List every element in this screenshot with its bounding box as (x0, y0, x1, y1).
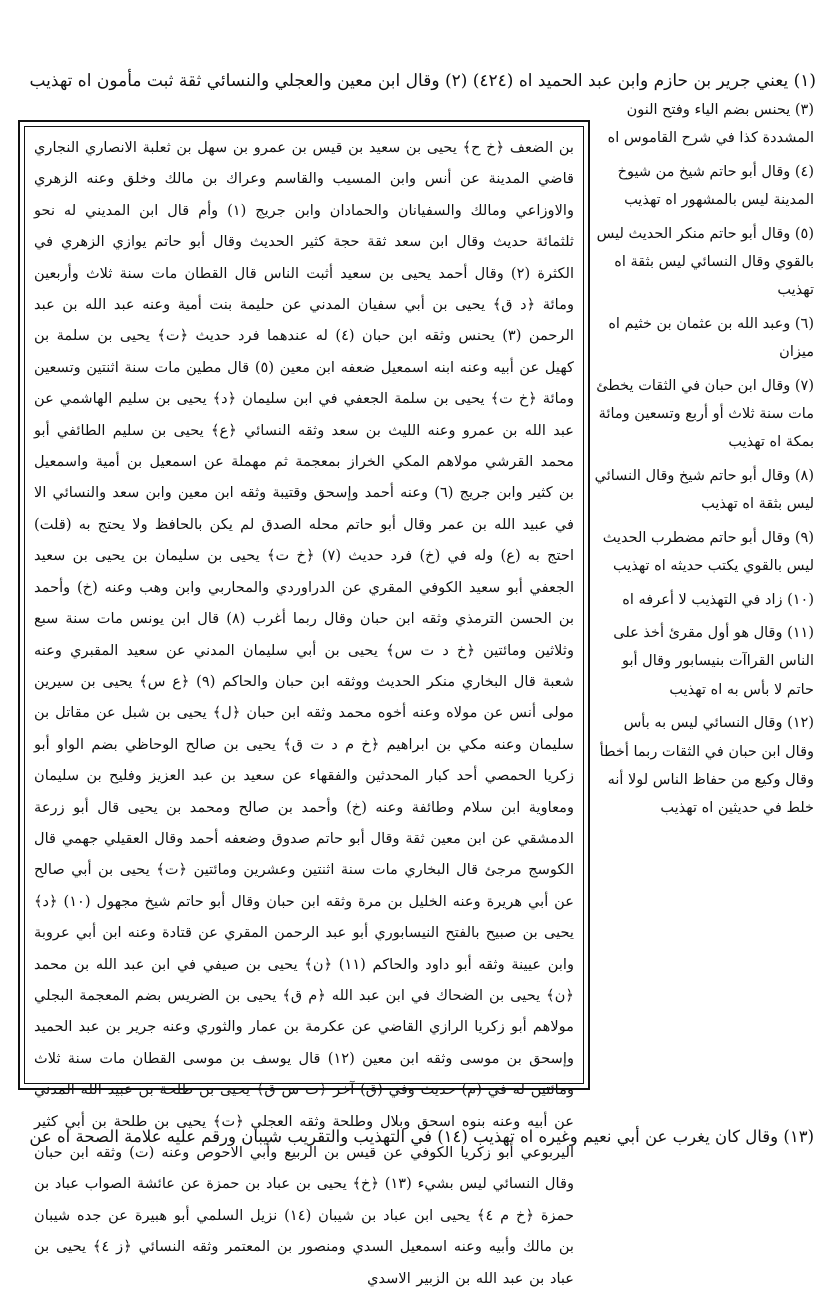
side-note: (٨) وقال أبو حاتم شيخ وقال النسائي ليس بثقة اه تهذيب (594, 467, 814, 513)
side-note: (١٢) وقال النسائي ليس به بأس وقال ابن حبان في الثقات ربما أخطأ وقال وكيع من حفاظ الناس لولا أنه خلط في حديثين اه تهذيب (599, 715, 814, 817)
header-footnote: (١) يعني جرير بن حازم وابن عبد الحميد اه (٤٢٤) (٢) وقال ابن معين والعجلي والنسائي ثقة ثبت مأمون اه تهذيب (29, 71, 816, 91)
side-note: (٩) وقال أبو حاتم مضطرب الحديث ليس بالقوي يكتب حديثه اه تهذيب (602, 529, 814, 575)
side-note: (٤) وقال أبو حاتم شيخ من شيوخ المدينة ليس بالمشهور اه تهذيب (617, 163, 814, 209)
side-note: (٥) وقال أبو حاتم منكر الحديث ليس بالقوي وقال النسائي ليس بثقة اه تهذيب (596, 225, 814, 299)
side-note: (٣) يحنس بضم الياء وفتح النون المشددة كذا في شرح القاموس اه (607, 102, 814, 147)
main-text-body: بن الضعف ﴿خ ح﴾ يحيى بن سعيد بن قيس بن عمرو بن سهل بن ثعلبة الانصاري النجاري قاضي المدينة عن أنس وابن المسيب والقاسم وعراك بن مالك وخلق وعنه الزهري والاوزاعي ومالك والسفيانان والحمادان وابن جريج (١) وأم قال ابن المديني له نحو ثلثمائة حديث وقال ابن سعد ثقة حجة كثير الحديث وقال أبو حاتم يوازي الزهري في الكثرة (٢) وقال أحمد يحيى بن سعيد أثبت الناس قال القطان مات سنة ثلاث وأربعين ومائة ﴿د ق﴾ يحيى بن أبي سفيان المدني عن حليمة بنت أمية وعنه عبد الله بن عبد الرحمن (٣) يحنس وثقه ابن حبان (٤) له عندهما فرد حديث ﴿ت﴾ يحيى بن سلمة بن كهيل عن أبيه وعنه ابنه اسمعيل ضعفه ابن معين (٥) قال مطين مات سنة اثنتين وتسعين ومائة ﴿خ ت﴾ يحيى بن سلمة الجعفي في ابن سليمان ﴿د﴾ يحيى بن سليم الهاشمي عن عبد الله بن عمرو وعنه الليث بن سعد وثقه النسائي ﴿ع﴾ يحيى بن سليم الطائفي أبو محمد القرشي مولاهم المكي الخراز بمعجمة ثم مهملة عن اسمعيل بن أمية واسمعيل بن كثير وابن جريج (٦) وعنه أحمد وإسحق وقتيبة وثقه ابن معين وابن سعد والنسائي الا في عبيد الله بن عمر وقال أبو حاتم محله الصدق لم يكن بالحافظ ولا يحتج به (قلت) احتج به (ع) وله في (خ) فرد حديث (٧) ﴿خ ت﴾ يحيى بن سليمان بن يحيى بن سعيد الجعفي أبو سعيد الكوفي المقري عن الدراوردي والمحاربي وابن وهب وعنه (خ) وأحمد بن الحسن الترمذي وثقه ابن حبان وقال ربما أغرب (٨) قال ابن يونس مات سنة سبع وثلاثين ومائتين ﴿خ د ت س﴾ يحيى بن أبي سليمان المدني عن سعيد المقبري وعنه شعبة قال البخاري منكر الحديث ووثقه ابن حبان والحاكم (٩) ﴿ع س﴾ يحيى بن سيرين مولى أنس عن مولاه وعنه أخوه محمد وثقه ابن حبان ﴿ل﴾ يحيى بن شبل عن مقاتل بن سليمان وعنه مكي بن ابراهيم ﴿خ م د ت ق﴾ يحيى بن صالح الوحاظي بضم الواو أبو زكريا الحمصي أحد كبار المحدثين والفقهاء عن سعيد بن عبد العزيز وفليح بن سليمان ومعاوية ابن سلام وطائفة وعنه (خ) وأحمد بن صالح ومحمد بن يحيى قال أبو زرعة الدمشقي عن ابن معين ثقة وقال أبو حاتم صدوق وضعفه أحمد وقال العقيلي جهمي قال الكوسج مرجئ قال البخاري مات سنة اثنتين وعشرين ومائتين ﴿ت﴾ يحيى بن أبي صالح عن أبي هريرة وعنه الخليل بن مرة وثقه ابن حبان وقال أبو حاتم شيخ مجهول (١٠) ﴿د﴾ يحيى بن صبيح بالفتح النيسابوري أبو عبد الرحمن المقري عن قتادة وعنه ابن أبي عروبة وابن عيينة وثقه أبو داود والحاكم (١١) ﴿ن﴾ يحيى بن صيفي في ابن عبد الله بن محمد ﴿ن﴾ يحيى بن الضحاك في ابن عبد الله ﴿م ق﴾ يحيى بن الضريس بضم المعجمة البجلي مولاهم أبو زكريا الرازي القاضي عن عكرمة بن عمار والثوري وعنه جرير بن عبد الحميد وإسحق بن موسى وثقه ابن معين (١٢) قال يوسف بن موسى القطان مات سنة ثلاث ومائتين له في (م) حديث وفي (ق) آخر ﴿ت س ق﴾ يحيى بن طلحة بن عبيد الله المدني عن أبيه وعنه بنوه اسحق وبلال وطلحة وثقه العجلي ﴿ت﴾ يحيى بن طلحة بن أبي كثير اليربوعي أبو زكريا الكوفي عن قيس بن الربيع وأبي الاحوص وعنه (ت) وثقه ابن حبان وقال النسائي ليس بشيء (١٣) ﴿خ﴾ يحيى بن عباد بن حمزة عن عائشة الصواب عباد بن حمزة ﴿خ م ٤﴾ يحيى ابن عباد بن شيبان (١٤) نزيل السلمي أبو هبيرة عن جده شيبان بن مالك وأبيه وعنه اسمعيل السدي ومنصور بن المعتمر وثقه النسائي ﴿ز ٤﴾ يحيى بن عباد بن عبد الله بن الزبير الاسدي (34, 139, 575, 1287)
footer-footnote: (١٣) وقال كان يغرب عن أبي نعيم وغيره اه تهذيب (١٤) في التهذيب والتقريب شيبان ورقم عليه علامة الصحة اه عن (29, 1127, 814, 1146)
side-note: (١٠) زاد في التهذيب لا أعرفه اه (622, 591, 814, 608)
side-note: (٦) وعبد الله بن عثمان بن خثيم اه ميزان (608, 315, 814, 361)
side-note: (١١) وقال هو أول مقرئ أخذ على الناس القراآت بنيسابور وقال أبو حاتم لا بأس به اه تهذيب (613, 624, 814, 698)
margin-footnotes (592, 96, 814, 1118)
side-note: (٧) وقال ابن حبان في الثقات يخطئ مات سنة ثلاث أو أربع وتسعين ومائة بمكة اه تهذيب (596, 377, 814, 451)
